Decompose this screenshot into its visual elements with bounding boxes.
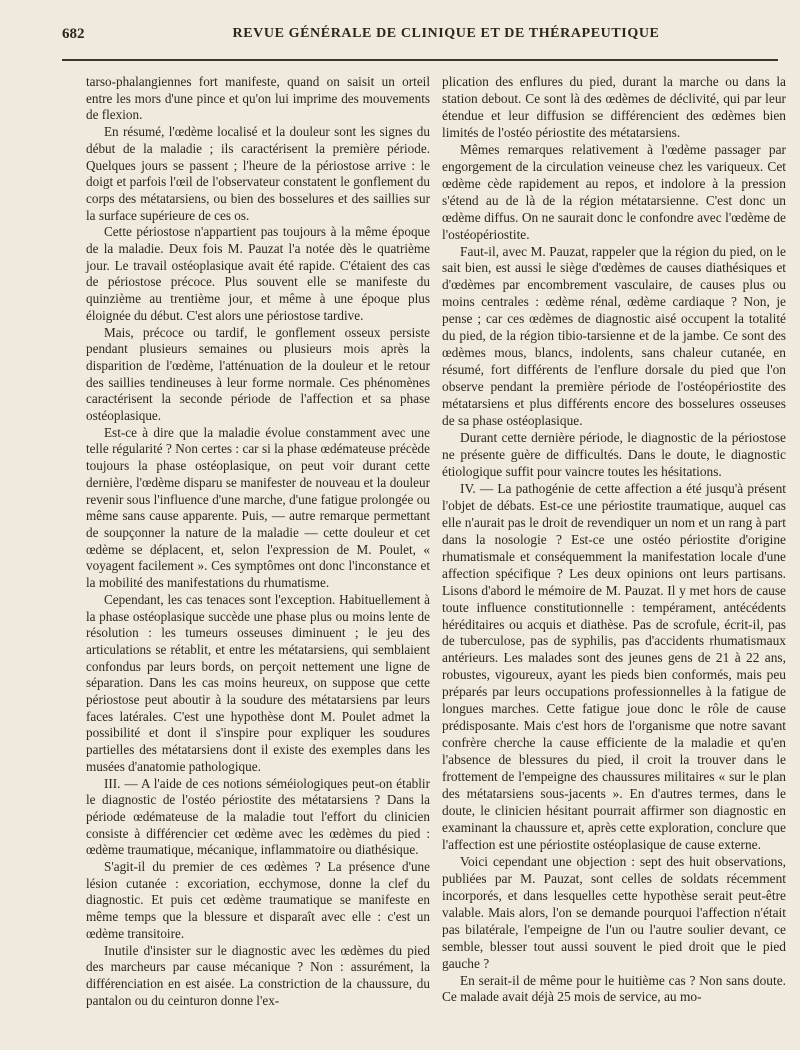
paragraph: En serait-il de même pour le huitième cas ? Non sans doute. Ce malade avait déjà 25 mois de service, au mo- (442, 972, 786, 1005)
paragraph: Voici cependant une objection : sept des huit observations, publiées par M. Pauzat, sont celles de soldats récemment incorporés, et dans lesquelles cette hypothèse serait peut-être valable. Mais alors, l'on se demande pourquoi l'affection n'était pas bilatérale, l'empeigne de l'un ou l'autre soulier devant, ce semble, blesser tout aussi souvent le pied droit que le pied gauche ? (442, 853, 786, 971)
left-column (86, 74, 430, 1009)
paragraph: Mais, précoce ou tardif, le gonflement osseux persiste pendant plusieurs semaines ou plusieurs mois après la disparition de l'œdème, l'atténuation de la douleur et le retour des saillies tendineuses à leur forme normale. Ces phénomènes caractérisent la seconde période de l'affection et sa phase ostéoplasique. (86, 324, 430, 424)
page-header (62, 26, 770, 48)
paragraph: IV. — La pathogénie de cette affection a été jusqu'à présent l'objet de débats. Est-ce une périostite traumatique, auquel cas elle n'aurait pas le droit de revendiquer un nom et un rang à part dans la nosologie ? Est-ce une ostéo périostite d'origine rhumatismale et conséquemment la manifestation locale d'une affection spécifique ? Les deux opinions ont leurs partisans. Lisons d'abord le mémoire de M. Pauzat. Il y met hors de cause toute influence constitutionnelle : tempérament, antécédents héréditaires ou acquis et diathèse. Pas de scrofule, écrit-il, pas de tuberculose, pas de syphilis, pas d'accidents rhumatismaux antérieurs. Les malades sont des jeunes gens de 21 à 22 ans, robustes, vigoureux, ayant les pieds bien conformés, mais peu préparés par leurs occupations professionnelles à la fatigue de longues marches. Cette fatigue joue donc le rôle de cause prédisposante. Mais c'est hors de l'organisme que notre savant confrère cherche la cause efficiente de la maladie et qu'en l'absence de blessures du pied, il croit la trouver dans le frottement de l'empeigne des chaussures militaires « sur le plan des métatarsiens sous-jacents ». En d'autres termes, dans le doute, le clinicien hésitant pourrait affirmer son diagnostic en examinant la chaussure et, après cette exploration, conclure que l'affection est une périostite ostéoplasique de cause externe. (442, 480, 786, 852)
paragraph: III. — A l'aide de ces notions séméiologiques peut-on établir le diagnostic de l'ostéo périostite des métatarsiens ? Dans la période œdémateuse de la maladie tout l'effort du clinicien consiste à différencier cet œdème avec les œdèmes du pied : œdème traumatique, mécanique, inflammatoire ou diathésique. (86, 775, 430, 858)
paragraph: Mêmes remarques relativement à l'œdème passager par engorgement de la circulation veineuse chez les variqueux. Cet œdème cède rapidement au repos, et indolore à la pression s'étend au de là de la région métatarsienne. C'est donc un œdème diffus. On ne saurait donc le confondre avec l'œdème de l'ostéopériostite. (442, 141, 786, 242)
paragraph: Cette périostose n'appartient pas toujours à la même époque de la maladie. Deux fois M. Pauzat l'a notée dès le quatrième jour. Le travail ostéoplasique avait été rapide. C'étaient des cas de périostose précoce. Plus souvent elle se manifeste du quinzième au trentième jour, et même à une époque plus éloignée du début. C'est alors une périostose tardive. (86, 224, 430, 323)
paragraph: S'agit-il du premier de ces œdèmes ? La présence d'une lésion cutanée : excoriation, ecchymose, donne la clef du diagnostic. Et puis cet œdème traumatique se manifeste en même temps que la blessure et disparaît avec elle : c'est un œdème transitoire. (86, 859, 430, 941)
right-column (442, 74, 786, 1006)
header-rule (62, 59, 778, 61)
running-title: REVUE GÉNÉRALE DE CLINIQUE ET DE THÉRAPEUTIQUE (232, 26, 660, 41)
paragraph: En résumé, l'œdème localisé et la douleur sont les signes du début de la maladie ; ils caractérisent la première période. Quelques jours se passent ; l'heure de la périostose arrive : le doigt et parfois l'œil de l'observateur constatent le gonflement du corps des métatarsiens, ou bien des bosselures et des saillies sur la surface supérieure de ces os. (86, 124, 430, 223)
paragraph: Faut-il, avec M. Pauzat, rappeler que la région du pied, on le sait bien, est aussi le siège d'œdèmes de causes diathésiques et d'œdèmes par encombrement vasculaire, de causes plus ou moins centrales : œdème rénal, œdème cardiaque ? Non, je pense ; car ces œdèmes de diagnostic aisé occupent la totalité du pied, de la région tibio-tarsienne et de la jambe. Ce sont des œdèmes mous, blancs, indolents, sans chaleur cutanée, en résumé, fort différents de l'enflure dorsale du pied que l'on observe pendant la première période de l'ostéopériostite des métatarsiens et plus différents encore des bosselures osseuses de sa phase ostéoplasique. (442, 243, 786, 429)
paragraph: plication des enflures du pied, durant la marche ou dans la station debout. Ce sont là des œdèmes de déclivité, qui par leur étendue et leur diffusion se différencient des œdèmes bien limités de l'ostéo périostite des métatarsiens. (442, 74, 786, 140)
paragraph: tarso-phalangiennes fort manifeste, quand on saisit un orteil entre les mors d'une pince et qu'on lui imprime des mouvements de flexion. (86, 74, 430, 123)
paragraph: Est-ce à dire que la maladie évolue constamment avec une telle régularité ? Non certes : car si la phase œdémateuse précède toujours la phase ostéoplasique, on peut voir durant cette dernière, l'œdème disparu se manifester de nouveau et la douleur revenir sous l'influence d'une marche, d'une fatigue prolongée ou même sans cause apparente. Puis, — autre remarque permettant de soupçonner la nature de la maladie — cette douleur et cet œdème se déplacent, et, selon l'expression de M. Poulet, « voyagent facilement ». Ces symptômes ont donc l'inconstance et la mobilité des manifestations du rhumatisme. (86, 424, 430, 591)
paragraph: Durant cette dernière période, le diagnostic de la périostose ne présente guère de difficultés. Dans le doute, le diagnostic étiologique suffit pour vaincre toutes les hésitations. (442, 430, 786, 479)
page-number: 682 (62, 26, 85, 42)
paragraph: Cependant, les cas tenaces sont l'exception. Habituellement à la phase ostéoplasique succède une phase plus ou moins lente de résolution : les tumeurs osseuses diminuent ; le jeu des articulations se rétablit, et entre les métatarsiens, qui semblaient confondus par leurs bords, on perçoit nettement une ligne de séparation. Dans les cas moins heureux, on suppose que cette périostose peut aboutir à la soudure des métatarsiens par leurs faces latérales. C'est une hypothèse dont M. Poulet admet la possibilité et dont il s'inspire pour expliquer les soudures partielles des métatarsiens dont il existe des exemples dans les musées d'anatomie pathologique. (86, 591, 430, 774)
paragraph: Inutile d'insister sur le diagnostic avec les œdèmes du pied des marcheurs par cause mécanique ? Non : assurément, la différenciation en est aisée. La constriction de la chaussure, du pantalon ou du ceinturon donne l'ex- (86, 942, 430, 1008)
